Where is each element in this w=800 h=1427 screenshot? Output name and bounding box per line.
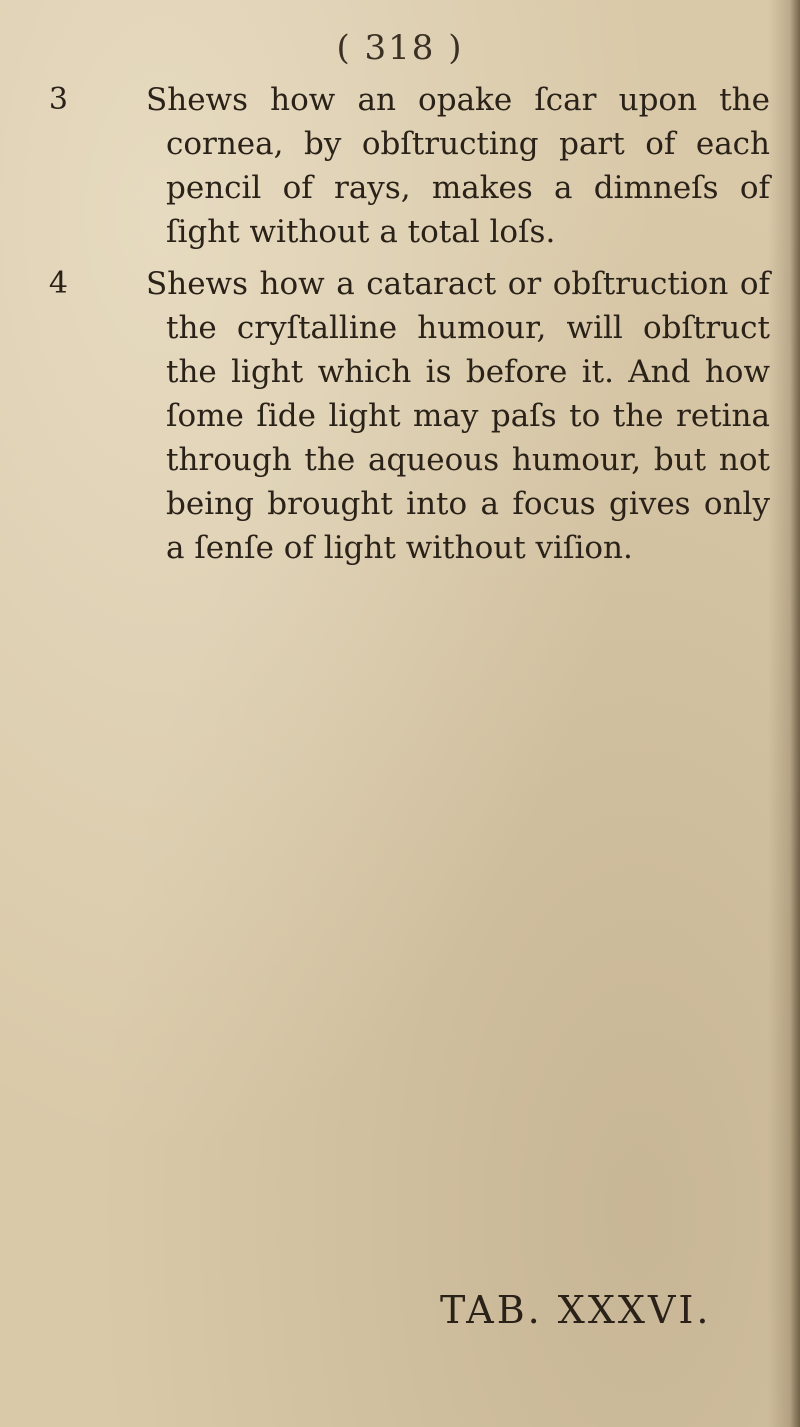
entry-4: [48, 262, 770, 570]
page-edge-shadow: [790, 0, 800, 1427]
page-number: ( 318 ): [336, 28, 464, 68]
entries-list: [48, 78, 770, 578]
entry-text: Shews how an opake ſcar upon the cornea, by obſtructing part of each pencil of rays, makes a dimneſs of ſight without a total loſs.: [146, 82, 770, 250]
entry-text: Shews how a cataract or obſtruction of the cryſtalline humour, will obſtruct the light which is before it. And how ſome ſide light may paſs to the retina through the aqueous humour, but not being brought into a focus gives only a ſenſe of light without viſion.: [146, 266, 770, 566]
entry-number: 3: [48, 82, 68, 117]
entry-number: 4: [48, 266, 68, 301]
entry-3: [48, 78, 770, 254]
table-heading: TAB. XXXVI.: [440, 1288, 712, 1332]
